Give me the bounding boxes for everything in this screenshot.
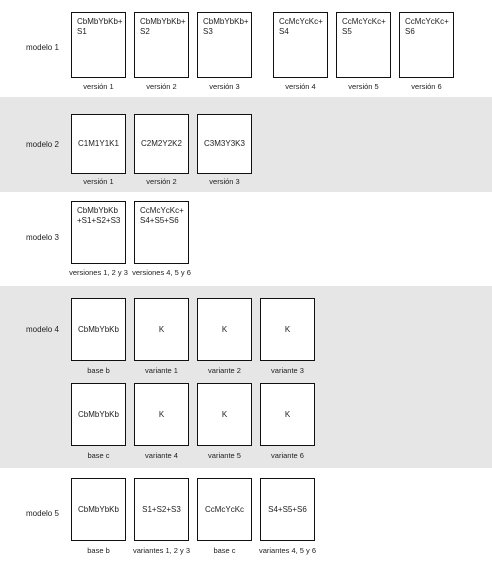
modelo-4-variante-4-box: K bbox=[134, 383, 189, 446]
modelo-4-variante-1-box: K bbox=[134, 298, 189, 361]
modelo-4-base-b-box: CbMbYbKb bbox=[71, 298, 126, 361]
modelo-1-caption-1: versión 1 bbox=[83, 82, 114, 91]
modelo-4-row1-caption-4: variante 3 bbox=[271, 366, 304, 375]
modelo-1-caption-6: versión 6 bbox=[411, 82, 442, 91]
modelo-3-versions-123-box: CbMbYbKb +S1+S2+S3 bbox=[71, 201, 126, 264]
modelo-5-caption-3: base c bbox=[213, 546, 236, 555]
modelo-1-version-6-box: CcMcYcKc+ S6 bbox=[399, 12, 454, 78]
modelo-4-variante-3-box: K bbox=[260, 298, 315, 361]
modelo-5-base-c-box: CcMcYcKc bbox=[197, 478, 252, 541]
modelo-4-variante-5-box: K bbox=[197, 383, 252, 446]
modelo-4-variante-6-box: K bbox=[260, 383, 315, 446]
modelo-4-row2-caption-4: variante 6 bbox=[271, 451, 304, 460]
modelo-4-row1-caption-3: variante 2 bbox=[208, 366, 241, 375]
modelo-4-label: modelo 4 bbox=[26, 325, 59, 334]
modelo-1-version-2-box: CbMbYbKb+ S2 bbox=[134, 12, 189, 78]
modelo-4-row1-caption-1: base b bbox=[87, 366, 110, 375]
modelo-5-caption-1: base b bbox=[87, 546, 110, 555]
modelo-3-caption-1: versiones 1, 2 y 3 bbox=[69, 268, 128, 277]
modelo-5-caption-4: variantes 4, 5 y 6 bbox=[258, 546, 317, 555]
modelo-4-row2-caption-1: base c bbox=[87, 451, 110, 460]
modelo-1-caption-3: versión 3 bbox=[209, 82, 240, 91]
modelo-4-row1-caption-2: variante 1 bbox=[145, 366, 178, 375]
modelo-5-caption-2: variantes 1, 2 y 3 bbox=[132, 546, 191, 555]
modelo-3-versions-456-box: CcMcYcKc+ S4+S5+S6 bbox=[134, 201, 189, 264]
modelo-2-version-3-box: C3M3Y3K3 bbox=[197, 114, 252, 174]
modelo-2-caption-3: versión 3 bbox=[209, 177, 240, 186]
modelo-1-version-4-box: CcMcYcKc+ S4 bbox=[273, 12, 328, 78]
modelo-1-caption-5: versión 5 bbox=[348, 82, 379, 91]
modelo-4-row2-caption-3: variante 5 bbox=[208, 451, 241, 460]
modelo-2-caption-1: versión 1 bbox=[83, 177, 114, 186]
modelo-2-version-2-box: C2M2Y2K2 bbox=[134, 114, 189, 174]
modelo-2-label: modelo 2 bbox=[26, 140, 59, 149]
modelo-5-variantes-123-box: S1+S2+S3 bbox=[134, 478, 189, 541]
modelo-4-row2-caption-2: variante 4 bbox=[145, 451, 178, 460]
modelo-2-caption-2: versión 2 bbox=[146, 177, 177, 186]
modelo-1-version-5-box: CcMcYcKc+ S5 bbox=[336, 12, 391, 78]
modelo-5-base-b-box: CbMbYbKb bbox=[71, 478, 126, 541]
modelo-1-label: modelo 1 bbox=[26, 43, 59, 52]
modelo-1-caption-2: versión 2 bbox=[146, 82, 177, 91]
modelo-3-label: modelo 3 bbox=[26, 233, 59, 242]
modelo-1-version-1-box: CbMbYbKb+ S1 bbox=[71, 12, 126, 78]
modelo-2-version-1-box: C1M1Y1K1 bbox=[71, 114, 126, 174]
modelo-3-caption-2: versiones 4, 5 y 6 bbox=[132, 268, 191, 277]
modelo-1-version-3-box: CbMbYbKb+ S3 bbox=[197, 12, 252, 78]
modelo-4-base-c-box: CbMbYbKb bbox=[71, 383, 126, 446]
modelo-5-variantes-456-box: S4+S5+S6 bbox=[260, 478, 315, 541]
modelo-4-variante-2-box: K bbox=[197, 298, 252, 361]
modelo-1-caption-4: versión 4 bbox=[285, 82, 316, 91]
modelo-5-label: modelo 5 bbox=[26, 509, 59, 518]
